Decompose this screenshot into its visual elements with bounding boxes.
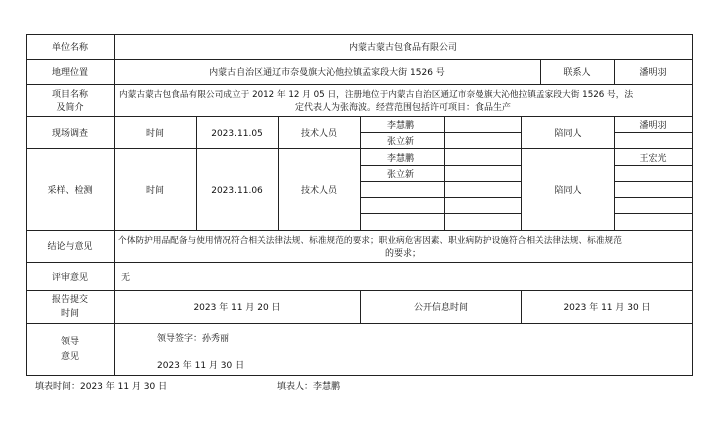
submit-date: 2023 年 11 月 20 日 [193,303,281,313]
sampling-date: 2023.11.06 [211,186,263,196]
fill-time: 填表时间：2023 年 11 月 30 日 [35,382,168,392]
sampling-tech-label: 技术人员 [300,186,338,196]
conclusion-label: 结论与意见 [47,242,93,252]
public-info-date: 2023 年 11 月 30 日 [563,303,651,313]
project-label-line2: 及简介 [56,103,84,113]
leader-label-line1: 领导 [60,337,80,347]
table-grid [26,34,693,376]
site-tech-1: 李慧鹏 [387,121,415,131]
review-label: 评审意见 [51,273,89,283]
sampling-accomp-1: 王宏光 [639,154,667,164]
sampling-time-label: 时间 [145,186,165,196]
submit-label-line1: 报告提交 [51,295,89,305]
unit-value: 内蒙古蒙古包食品有限公司 [348,43,458,53]
review-value: 无 [121,273,131,283]
sampling-accomp-label: 陪同人 [554,186,582,196]
leader-label-line2: 意见 [60,352,80,362]
location-value: 内蒙古自治区通辽市奈曼旗大沁他拉镇孟家段大街 1526 号 [209,68,445,78]
site-tech-2: 张立新 [387,137,415,147]
public-info-label: 公开信息时间 [413,303,469,313]
submit-label-line2: 时间 [60,309,80,319]
project-label-line1: 项目名称 [51,90,89,100]
sampling-label: 采样、检测 [47,186,93,196]
site-label: 现场调查 [51,129,89,139]
unit-label: 单位名称 [51,43,89,53]
sampling-tech-2: 张立新 [387,170,415,180]
leader-sign: 领导签字：孙秀丽 [157,334,230,344]
site-date: 2023.11.05 [211,129,263,139]
project-intro-line2: 定代表人为张海波。经营范围包括许可项目：食品生产 [294,103,512,113]
project-intro-line1: 内蒙古蒙古包食品有限公司成立于 2012 年 12 月 05 日，注册地位于内蒙古自治区通辽市奈曼旗大沁他拉镇孟家段大街 1526 号，法 [119,90,634,100]
filler: 填表人：李慧鹏 [277,382,341,392]
conclusion-line1: 个体防护用品配备与使用情况符合相关法律法规、标准规范的要求；职业病危害因素、职业病防护设施符合相关法律法规、标准规范 [118,236,622,246]
site-accomp-1: 潘明羽 [639,121,667,131]
leader-date: 2023 年 11 月 30 日 [157,361,245,371]
conclusion-line2: 的要求； [384,249,422,259]
contact-value: 潘明羽 [639,68,667,78]
site-time-label: 时间 [145,129,165,139]
contact-label: 联系人 [563,68,591,78]
location-label: 地理位置 [51,68,89,78]
sampling-tech-1: 李慧鹏 [387,154,415,164]
site-tech-label: 技术人员 [300,129,338,139]
site-accomp-label: 陪同人 [554,129,582,139]
